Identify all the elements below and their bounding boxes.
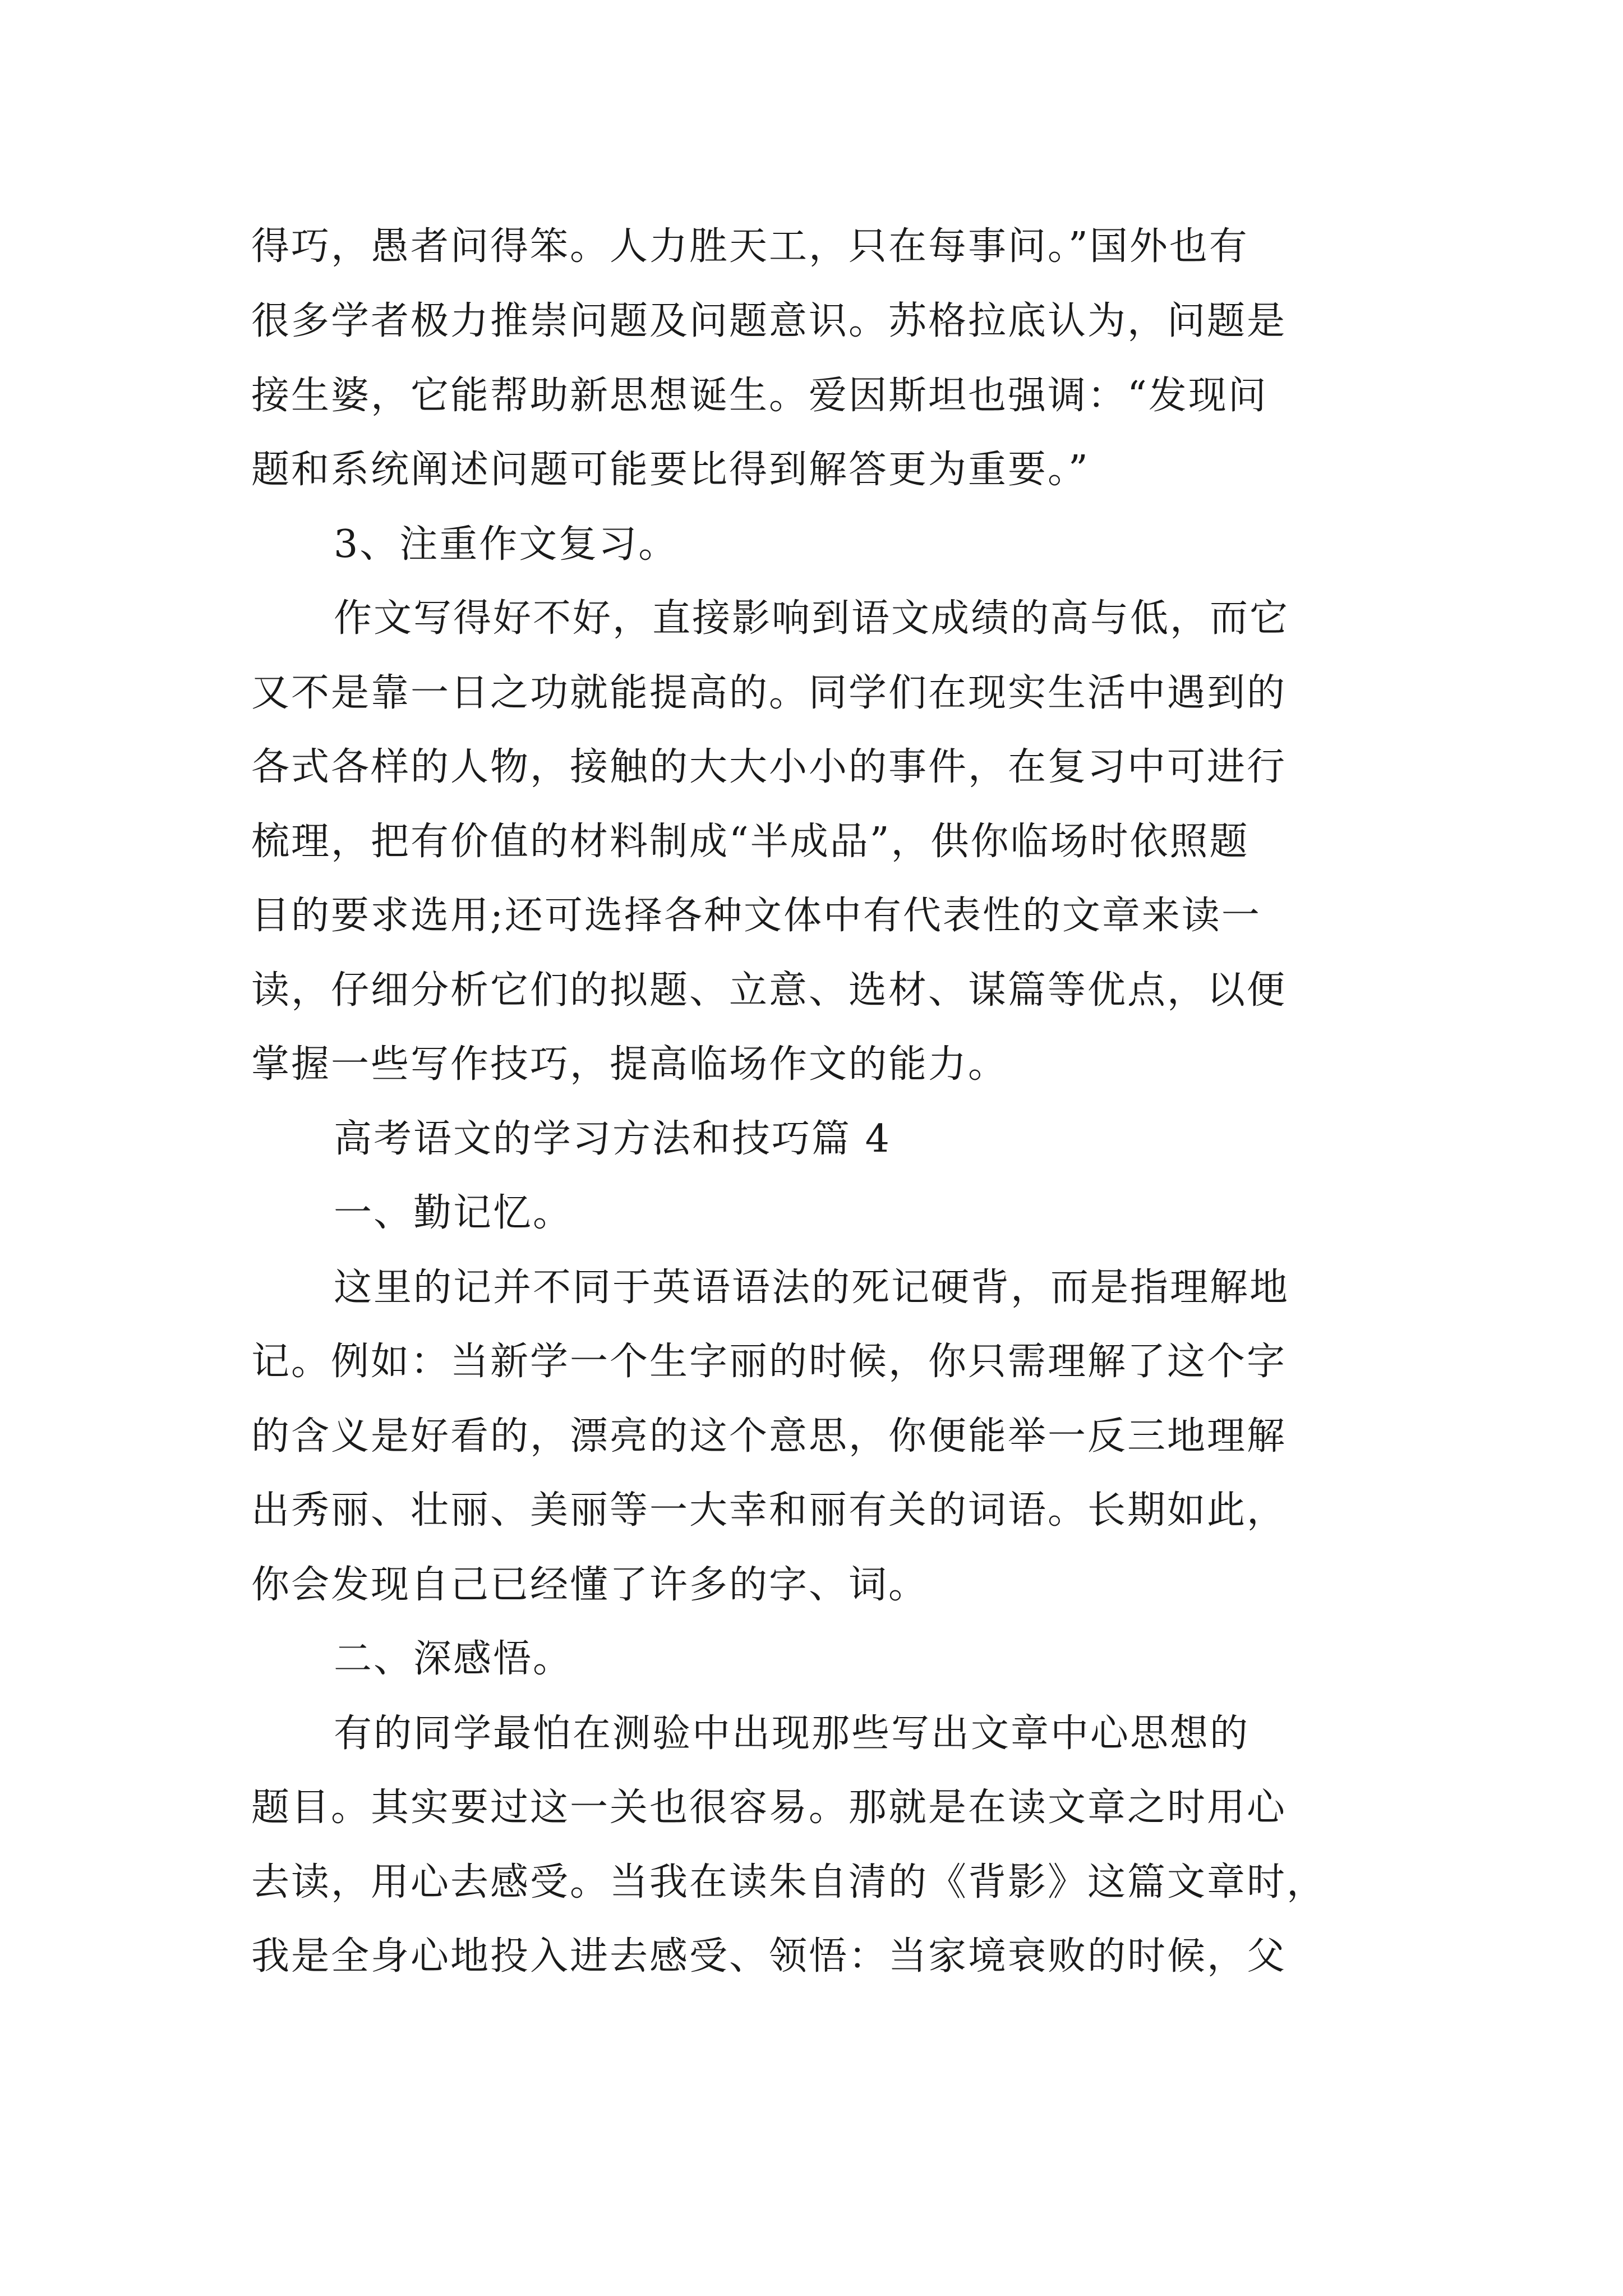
text-line: 去读，用心去感受。当我在读朱自清的《背影》这篇文章时，	[251, 1860, 1327, 1904]
text-line: 记。例如：当新学一个生字丽的时候，你只需理解了这个字	[251, 1340, 1287, 1384]
article-title: 高考语文的学习方法和技巧篇 4	[334, 1117, 891, 1161]
text-line: 有的同学最怕在测验中出现那些写出文章中心思想的	[334, 1711, 1250, 1756]
text-line: 你会发现自己已经懂了许多的字、词。	[251, 1563, 929, 1607]
section-heading: 二、深感悟。	[334, 1637, 573, 1681]
section-heading: 3、注重作文复习。	[334, 522, 679, 567]
text-line: 我是全身心地投入进去感受、领悟：当家境衰败的时候，父	[251, 1934, 1287, 1978]
text-line: 的含义是好看的，漂亮的这个意思，你便能举一反三地理解	[251, 1414, 1287, 1458]
text-line: 读，仔细分析它们的拟题、立意、选材、谋篇等优点，以便	[251, 968, 1287, 1013]
text-line: 目的要求选用;还可选择各种文体中有代表性的文章来读一	[251, 894, 1261, 938]
text-line: 题目。其实要过这一关也很容易。那就是在读文章之时用心	[251, 1786, 1287, 1830]
section-heading: 一、勤记忆。	[334, 1191, 573, 1235]
text-line: 接生婆，它能帮助新思想诞生。爱因斯坦也强调：“发现问	[251, 374, 1268, 418]
text-line: 出秀丽、壮丽、美丽等一大幸和丽有关的词语。长期如此，	[251, 1488, 1287, 1533]
text-line: 作文写得好不好，直接影响到语文成绩的高与低，而它	[334, 596, 1290, 641]
text-line: 很多学者极力推崇问题及问题意识。苏格拉底认为，问题是	[251, 299, 1287, 343]
text-line: 题和系统阐述问题可能要比得到解答更为重要。”	[251, 448, 1090, 492]
text-line: 梳理，把有价值的材料制成“半成品”，供你临场时依照题	[251, 820, 1249, 864]
text-line: 又不是靠一日之功就能提高的。同学们在现实生活中遇到的	[251, 671, 1287, 715]
text-line: 掌握一些写作技巧，提高临场作文的能力。	[251, 1042, 1008, 1087]
text-line: 这里的记并不同于英语语法的死记硬背，而是指理解地	[334, 1266, 1290, 1310]
text-line: 得巧，愚者问得笨。人力胜天工，只在每事问。”国外也有	[251, 224, 1249, 269]
text-line: 各式各样的人物，接触的大大小小的事件，在复习中可进行	[251, 745, 1287, 789]
